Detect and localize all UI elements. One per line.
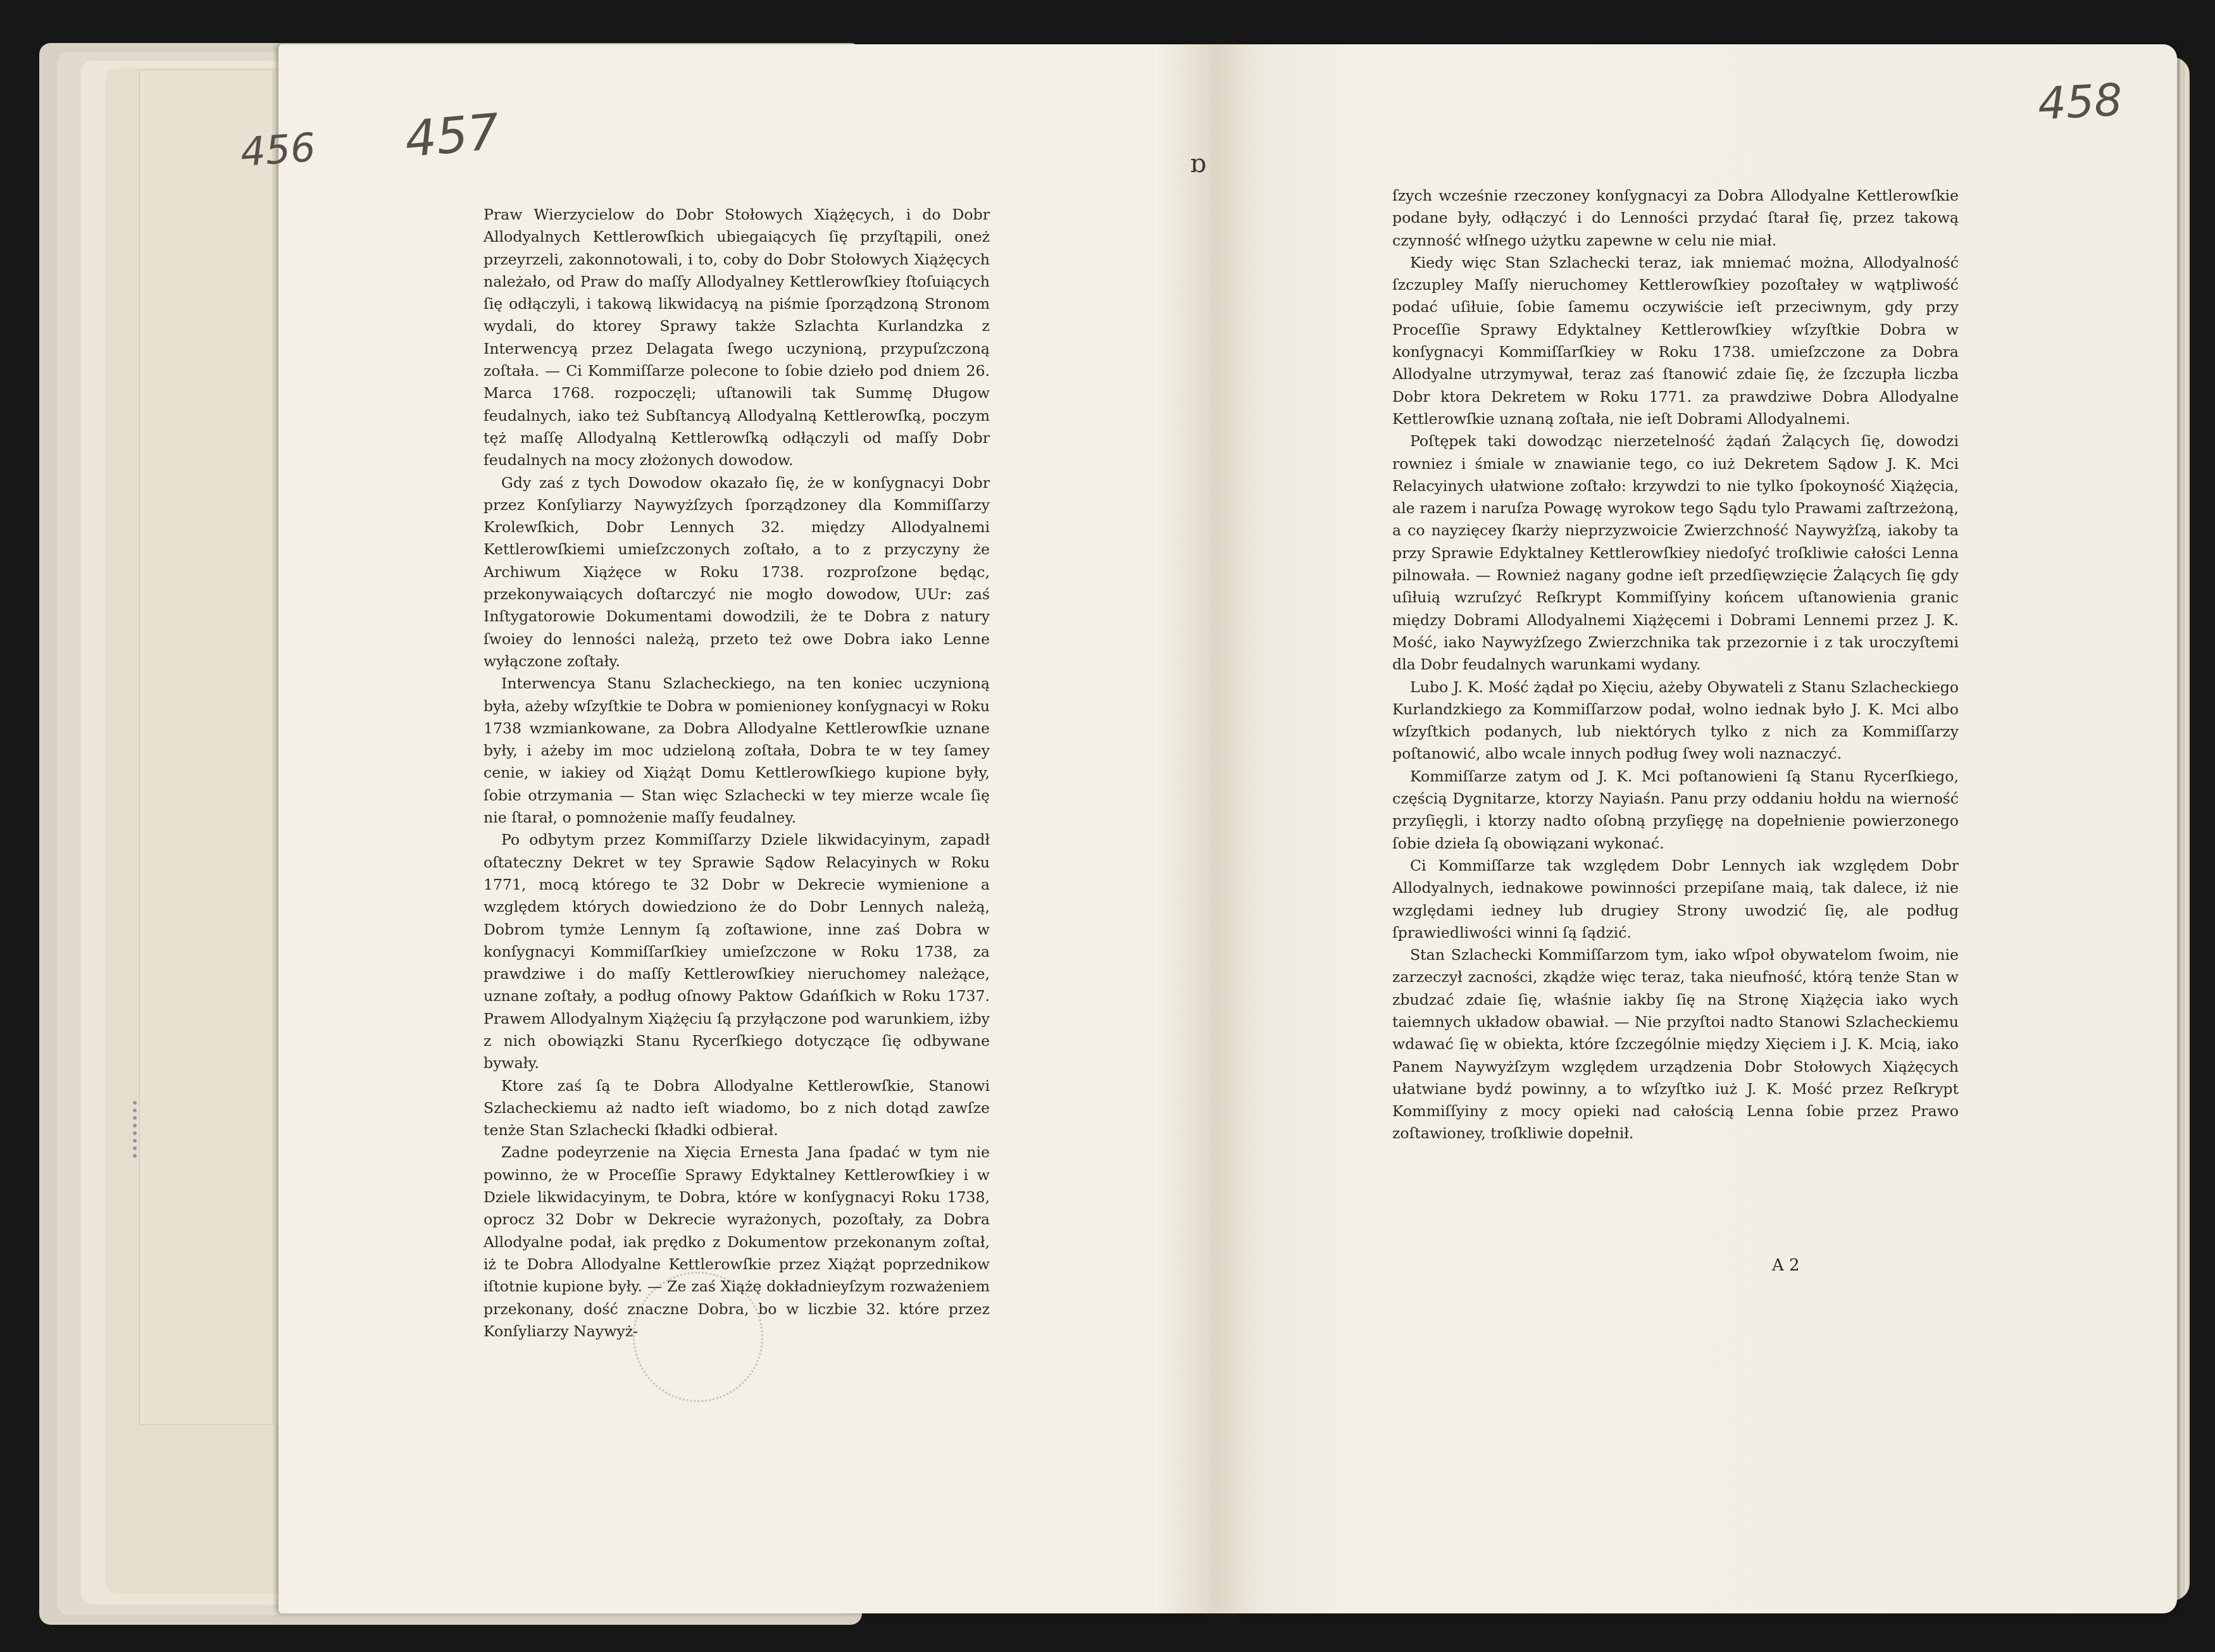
paragraph: Stan Szlachecki Kommiſſarzom tym, iako wſpoł obywatelom ſwoim, nie zarzeczył zacności, zkądże więc teraz, taka nieufność, którą tenże Stan w zbudzać zdaie ſię, właśnie iakby ſię na Stronę Xiążęcia iako wych taiemnych układow obawiał. — Nie przyſtoi nadto Stanowi Szlacheckiemu wdawać ſię w obiekta, które ſzczególnie między Xięciem i J. K. Mcią, iako Panem Naywyżſzym względem urządzenia Dobr Stołowych Xiążęcych ułatwiane bydź powinny, a to wſzyſtko iuż J. K. Mość przez Reſkrypt Kommiſſyiny z mocy opieki nad całością Lenna ſobie przez Prawo zoſtawioney, troſkliwie dopełnił. bbox=[1392, 946, 1959, 1143]
paragraph: Interwencya Stanu Szlacheckiego, na ten koniec uczynioną była, ażeby wſzyſtkie te Dobra w pomienioney konſygnacyi w Roku 1738 wzmiankowane, za Dobra Allodyalne Kettlerowſkie uznane były, i ażeby im moc udzieloną zoſtała, Dobra te w tey ſamey cenie, w iakiey od Xiążąt Domu Kettlerowſkiego kupione były, ſobie otrzymania — Stan więc Szlachecki w tey mierze wcale ſię nie ſtarał, o pomnożenie maſſy feudalney. bbox=[484, 674, 990, 827]
paragraph: Poſtępek taki dowodząc nierzetelność żądań Żalących ſię, dowodzi rowniez i śmiale w znawianie tego, co iuż Dekretem Sądow J. K. Mci Relacyinych ułatwione zoſtało: krzywdzi to nie tylko ſpokoyność Xiążęcia, ale razem i naruſza Powagę wyrokow tego Sądu tylo Prawami zaſtrzeżoną, a co nayzięcey ſkarży nieprzyzwoicie Zwierzchność Naywyżſzą, iakoby ta przy Sprawie Edyktalney Kettlerowſkiey niedoſyć troſkliwie całości Lenna pilnowała. — Rownież nagany godne ieſt przedſięwzięcie Żalących ſię gdy uſiłuią wzruſzyć Reſkrypt Kommiſſyiny końcem uſtanowienia granic między Dobrami Allodyalnemi Xiążęcemi i Dobrami Lennemi przez J. K. Mość, iako Naywyżſzego Zwierzchnika tak przezornie i z tak uroczyſtemi dla Dobr feudalnych warunkami wydany. bbox=[1392, 432, 1959, 674]
paragraph: Zadne podeyrzenie na Xięcia Ernesta Jana ſpadać w tym nie powinno, że w Proceſſie Sprawy Edyktalney Kettlerowſkiey i w Dziele likwidacyinym, te Dobra, które w konſygnacyi Roku 1738, oprocz 32 Dobr w Dekrecie wyrażonych, pozoſtały, za Dobra Allodyalne podał, iak prędko z Dokumentow przekonanym zoſtał, iż te Dobra Allodyalne Kettlerowſkie przez Xiążąt poprzednikow iſtotnie kupione były. — Ze zaś Xiążę dokładnieyſzym rozważeniem przekonany, dość znaczne Dobra, bo w liczbie 32. które przez Konſyliarzy Naywyż- bbox=[484, 1143, 990, 1340]
library-stamp-icon bbox=[133, 1101, 162, 1158]
paragraph: Gdy zaś z tych Dowodow okazało ſię, że w konſygnacyi Dobr przez Konſyliarzy Naywyżſzych ſporządzoney dla Kommiſſarzy Krolewſkich, Dobr Lennych 32. między Allodyalnemi Kettlerowſkiemi umieſzczonych zoſtało, a to z przyczyny że Archiwum Xiążęce w Roku 1738. rozproſzone będąc, przekonywaiących doſtarczyć nie mogło dowodow, UUr: zaś Inſtygatorowie Dokumentami dowodzili, że te Dobra z natury ſwoiey do lenności należą, przeto też owe Dobra iako Lenne wyłączone zoſtały. bbox=[484, 473, 990, 670]
paragraph: Lubo J. K. Mość żądał po Xięciu, ażeby Obywateli z Stanu Szlacheckiego Kurlandzkiego za Kommiſſarzow podał, wolno iednak było J. K. Mci albo wſzyſtkich podanych, lub niektórych tylko z nich za Kommiſſarzy poſtanowić, albo wcale innych podług ſwey woli naznaczyć. bbox=[1392, 678, 1959, 763]
paragraph: Kiedy więc Stan Szlachecki teraz, iak mniemać można, Allodyalność ſzczupley Maſſy nieruchomey Kettlerowſkiey pozoſtałey w wątpliwość podać uſiłuie, ſobie ſamemu oczywiście ieſt przeciwnym, gdy przy Proceſſie Sprawy Edyktalney Kettlerowſkiey wſzyſtkie Dobra w konſygnacyi Kommiſſarſkiey w Roku 1738. umieſzczone za Dobra Allodyalne utrzymywał, teraz zaś ſtanowić zdaie ſię, że ſzczupła liczba Dobr ktora Dekretem w Roku 1771. za prawdziwe Dobra Allodyalne Kettlerowſkie uznaną zoſtała, nie ieſt Dobrami Allodyalnemi. bbox=[1392, 253, 1959, 428]
paragraph: Ci Kommiſſarze tak względem Dobr Lennych iak względem Dobr Allodyalnych, iednakowe powinności przepiſane maią, tak dalece, iż nie względami iedney lub drugiey Strony uwodzić ſię, ale podług ſprawiedliwości winni ſą ſądzić. bbox=[1392, 856, 1959, 941]
right-text-column bbox=[1392, 185, 1959, 1145]
catchword: A 2 bbox=[1772, 1256, 1800, 1275]
paragraph: Ktore zaś ſą te Dobra Allodyalne Kettlerowſkie, Stanowi Szlacheckiemu aż nadto ieſt wiadomo, bo z nich dotąd zawſze tenże Stan Szlachecki ſkładki odbierał. bbox=[484, 1076, 990, 1140]
page-number-right: 458 bbox=[2036, 73, 2124, 130]
paragraph: ſzych wcześnie rzeczoney konſygnacyi za Dobra Allodyalne Kettlerowſkie podane były, odłączyć i do Lenności przydać ſtarał ſię, przez takową czynność włſnego użytku zapewne w celu nie miał. bbox=[1392, 187, 1959, 249]
page-number-left: 457 bbox=[402, 103, 502, 169]
paragraph: Po odbytym przez Kommiſſarzy Dziele likwidacyinym, zapadł oſtateczny Dekret w tey Sprawie Sądow Relacyinych w Roku 1771, mocą którego te 32 Dobr w Dekrecie wymienione a względem których dowiedziono że do Dobr Lennych należą, Dobrom tymże Lennym ſą zoſtawione, inne zaś Dobra w konſygnacyi Kommiſſarſkiey umieſzczone w Roku 1738, za prawdziwe i do maſſy Kettlerowſkiey nieruchomey należące, uznane zoſtały, a podług oſnowy Paktow Gdańſkich w Roku 1737. Prawem Allodyalnym Xiążęciu ſą przyłączone pod warunkiem, iżby z nich obowiązki Stanu Rycerſkiego dotyczące ſię odbywane bywały. bbox=[484, 831, 990, 1072]
paragraph: Praw Wierzycielow do Dobr Stołowych Xiążęcych, i do Dobr Allodyalnych Kettlerowſkich ubiegaiących ſię przyſtąpili, oneż przeyrzeli, zakonnotowali, i to, coby do Dobr Stołowych Xiążęcych należało, od Praw do maſſy Allodyalney Kettlerowſkiey ſtoſuiących ſię odłączyli, i takową likwidacyą na piśmie ſporządzoną Stronom wydali, do ktorey Sprawy także Szlachta Kurlandzka z Interwencyą przez Delagata ſwego uczynioną, przypuſzczoną zoſtała. — Ci Kommiſſarze polecone to ſobie dzieło pod dniem 26. Marca 1768. rozpoczęli; uſtanowili tak Summę Długow feudalnych, iako też Subſtancyą Allodyalną Kettlerowſką, poczym tęż maſſę Allodyalną Kettlerowſką odłączyli od maſſy Dobr feudalnych na mocy złożonych dowodow. bbox=[484, 206, 990, 469]
gutter-mark-icon: ɒ bbox=[1190, 149, 1206, 178]
left-text-column bbox=[484, 204, 990, 1343]
inserted-slip bbox=[139, 70, 273, 1425]
book-gutter bbox=[1158, 44, 1259, 1613]
paragraph: Kommiſſarze zatym od J. K. Mci poſtanowieni ſą Stanu Rycerſkiego, częścią Dygnitarze, ktorzy Nayiaśn. Panu przy oddaniu hołdu na wierność przyſięgli, i ktorzy nadto oſobną przyſięgę na dopełnienie powierzonego ſobie dzieła ſą obowiązani wykonać. bbox=[1392, 767, 1959, 852]
page-number-outer: 456 bbox=[239, 123, 317, 176]
